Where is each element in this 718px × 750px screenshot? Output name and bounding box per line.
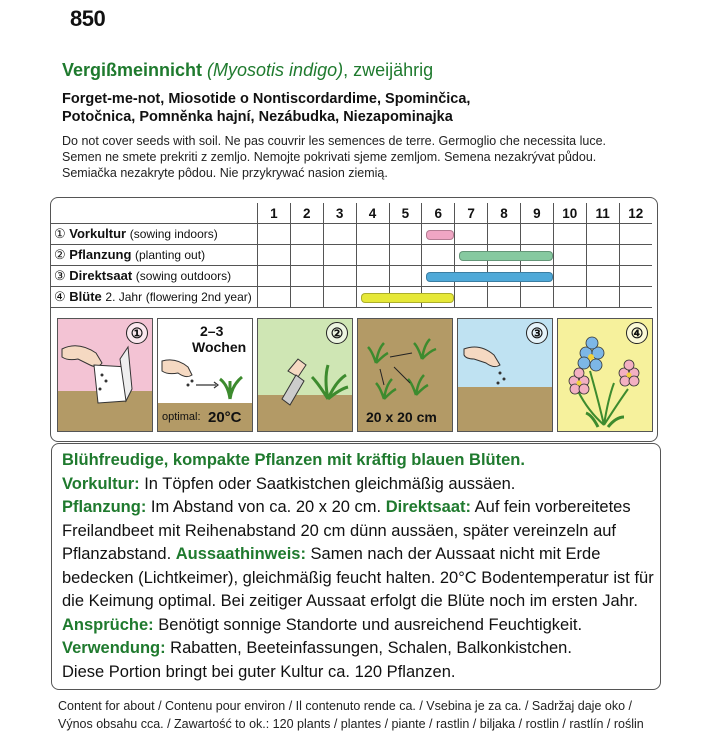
- spacing-label: 20 x 20 cm: [366, 409, 437, 425]
- row-note: (sowing outdoors): [135, 269, 232, 283]
- instructions-line3: Semiačka nezakryte pôdou. Nie przykrywać nasion ziemią.: [62, 166, 388, 180]
- calendar-row-label: [50, 287, 258, 308]
- month-8: 8: [488, 203, 521, 224]
- calendar-cell: [586, 266, 619, 287]
- calendar-cell: [323, 245, 356, 266]
- row-marker: ②: [54, 247, 66, 262]
- row-marker: ①: [54, 226, 66, 241]
- calendar-row-label: [50, 224, 258, 245]
- row-note: (flowering 2nd year): [145, 290, 252, 304]
- step-4-marker: ④: [626, 322, 648, 344]
- instructions-line2: Semen ne smete prekriti z zemljo. Nemojte pokrivati sjeme zemljom. Semena nezakrývat půdou.: [62, 150, 597, 164]
- panel-spacing: [357, 318, 453, 432]
- germination-weeks: 2–3: [200, 323, 224, 339]
- calendar-cell: [619, 224, 652, 245]
- month-2: 2: [290, 203, 323, 224]
- month-7: 7: [455, 203, 488, 224]
- calendar-cell: [389, 287, 422, 308]
- vorkultur-label: Vorkultur:: [62, 474, 140, 493]
- calendar-cell: [488, 245, 521, 266]
- sowing-calendar: [50, 203, 652, 308]
- product-title: [62, 60, 433, 81]
- seed-instructions: [62, 133, 606, 181]
- calendar-cell: [586, 224, 619, 245]
- calendar-row-label: [50, 266, 258, 287]
- row-note: (planting out): [135, 248, 206, 262]
- aussaat-label: Aussaathinweis:: [175, 545, 306, 563]
- ansprueche-text: Benötigt sonnige Standorte und ausreichend Feuchtigkeit.: [153, 615, 583, 634]
- calendar-cell: [553, 245, 586, 266]
- month-3: 3: [323, 203, 356, 224]
- row-marker: ④: [54, 289, 66, 304]
- calendar-cell: [258, 287, 291, 308]
- calendar-cell: [455, 245, 488, 266]
- description-paragraph: [62, 473, 654, 685]
- month-4: 4: [356, 203, 389, 224]
- calendar-cell: [619, 287, 652, 308]
- calendar-cell: [586, 287, 619, 308]
- month-11: 11: [586, 203, 619, 224]
- common-names-line1: Forget-me-not, Miosotide o Nontiscordardime, Spominčica,: [62, 91, 471, 107]
- panel-sowing-outdoors: [457, 318, 553, 432]
- calendar-cell: [258, 245, 291, 266]
- calendar-cell: [389, 266, 422, 287]
- calendar-cell: [488, 266, 521, 287]
- calendar-cell: [488, 224, 521, 245]
- calendar-cell: [389, 245, 422, 266]
- row-label: Direktsaat: [69, 268, 133, 283]
- calendar-cell: [619, 266, 652, 287]
- calendar-cell: [521, 245, 554, 266]
- illustration-panels: [57, 318, 653, 436]
- common-names-line2: Potočnica, Pomněnka hajní, Nezábudka, Niezapominajka: [62, 109, 453, 125]
- calendar-cell: [455, 266, 488, 287]
- calendar-row: [50, 245, 652, 266]
- calendar-cell: [323, 266, 356, 287]
- month-6: 6: [422, 203, 455, 224]
- footer-line1: Content for about / Contenu pour environ / Il contenuto rende ca. / Vsebina je za ca. / Sadržaj daje oko /: [58, 699, 632, 713]
- footer-line2: Výnos obsahu cca. / Zawartość to ok.: 120 plants / plantes / piante / rastlin / biljaka / rostlin / rastlín / roślin: [58, 717, 644, 731]
- calendar-cell: [323, 224, 356, 245]
- period-bar: [426, 230, 453, 240]
- title-suffix: , zweijährig: [343, 60, 434, 80]
- calendar-cell: [553, 224, 586, 245]
- title-name: Vergißmeinnicht: [62, 60, 203, 80]
- calendar-cell: [290, 266, 323, 287]
- pflanzung-label: Pflanzung:: [62, 498, 147, 516]
- title-latin: (Myosotis indigo): [207, 60, 344, 80]
- packet-number: 850: [70, 6, 106, 31]
- calendar-cell: [422, 266, 455, 287]
- verwendung-text: Rabatten, Beeteinfassungen, Schalen, Balkonkistchen.: [165, 639, 572, 657]
- row-note-year: 2. Jahr: [105, 290, 143, 304]
- ansprueche-label: Ansprüche:: [62, 615, 154, 634]
- germination-weeks-label: Wochen: [192, 339, 247, 355]
- calendar-cell: [389, 224, 422, 245]
- optimal-label: optimal:: [162, 411, 201, 423]
- panel-flowering: [557, 318, 653, 432]
- calendar-cell: [356, 287, 389, 308]
- step-2-marker: ②: [326, 322, 348, 344]
- month-header-row: [50, 203, 652, 224]
- calendar-cell: [258, 266, 291, 287]
- month-9: 9: [521, 203, 554, 224]
- calendar-cell: [553, 287, 586, 308]
- calendar-row: [50, 224, 652, 245]
- month-10: 10: [553, 203, 586, 224]
- step-3-marker: ③: [526, 322, 548, 344]
- pflanzung-text: Im Abstand von ca. 20 x 20 cm.: [146, 498, 386, 516]
- month-12: 12: [619, 203, 652, 224]
- row-note: (sowing indoors): [129, 227, 218, 241]
- panel-sowing-indoors: [57, 318, 153, 432]
- common-names: [62, 90, 470, 126]
- content-footer: [58, 697, 644, 733]
- calendar-row: [50, 266, 652, 287]
- vorkultur-text: In Töpfen oder Saatkistchen gleichmäßig aussäen.: [139, 474, 516, 493]
- calendar-cell: [586, 245, 619, 266]
- calendar-cell: [422, 287, 455, 308]
- calendar-cell: [323, 287, 356, 308]
- month-5: 5: [389, 203, 422, 224]
- calendar-cell: [455, 287, 488, 308]
- direktsaat-text: Auf fein vorbereitetes Freilandbeet mit Reihenabstand 20 cm dünn aussäen, später vereinzeln auf Pflanzabstand.: [62, 498, 631, 563]
- calendar-cell: [553, 266, 586, 287]
- month-1: 1: [258, 203, 291, 224]
- portion-text: Diese Portion bringt bei guter Kultur ca. 120 Pflanzen.: [62, 662, 456, 681]
- calendar-cell: [619, 245, 652, 266]
- panel-germination: [157, 318, 253, 432]
- calendar-cell: [422, 224, 455, 245]
- calendar-cell: [356, 224, 389, 245]
- calendar-corner: [50, 203, 258, 224]
- calendar-cell: [521, 287, 554, 308]
- aussaat-text: Samen nach der Aussaat nicht mit Erde bedecken (Lichtkeimer), gleichmäßig feucht halten. 20°C Bodentemperatur ist für die Keimung optimal. Bei zeitiger Aussaat erfolgt die Blüte noch im ersten Jahr.: [62, 545, 654, 610]
- row-label: Vorkultur: [69, 226, 127, 241]
- calendar-cell: [521, 266, 554, 287]
- description-headline: Blühfreudige, kompakte Pflanzen mit kräftig blauen Blüten.: [62, 451, 525, 469]
- row-marker: ③: [54, 268, 66, 283]
- calendar-cell: [455, 224, 488, 245]
- calendar-cell: [422, 245, 455, 266]
- calendar-row: [50, 287, 652, 308]
- step-1-marker: ①: [126, 322, 148, 344]
- calendar-cell: [521, 224, 554, 245]
- calendar-cell: [258, 224, 291, 245]
- row-label: Pflanzung: [69, 247, 132, 262]
- calendar-cell: [290, 287, 323, 308]
- description-text: [62, 449, 654, 684]
- row-label: Blüte: [69, 289, 102, 304]
- calendar-cell: [290, 224, 323, 245]
- calendar-cell: [356, 266, 389, 287]
- calendar-cell: [290, 245, 323, 266]
- calendar-row-label: [50, 245, 258, 266]
- instructions-line1: Do not cover seeds with soil. Ne pas couvrir les semences de terre. Germoglio che necessita luce.: [62, 134, 606, 148]
- calendar-cell: [488, 287, 521, 308]
- optimal-temperature: 20°C: [208, 409, 242, 426]
- calendar-cell: [356, 245, 389, 266]
- panel-planting-out: [257, 318, 353, 432]
- direktsaat-label: Direktsaat:: [385, 498, 471, 516]
- verwendung-label: Verwendung:: [62, 639, 166, 657]
